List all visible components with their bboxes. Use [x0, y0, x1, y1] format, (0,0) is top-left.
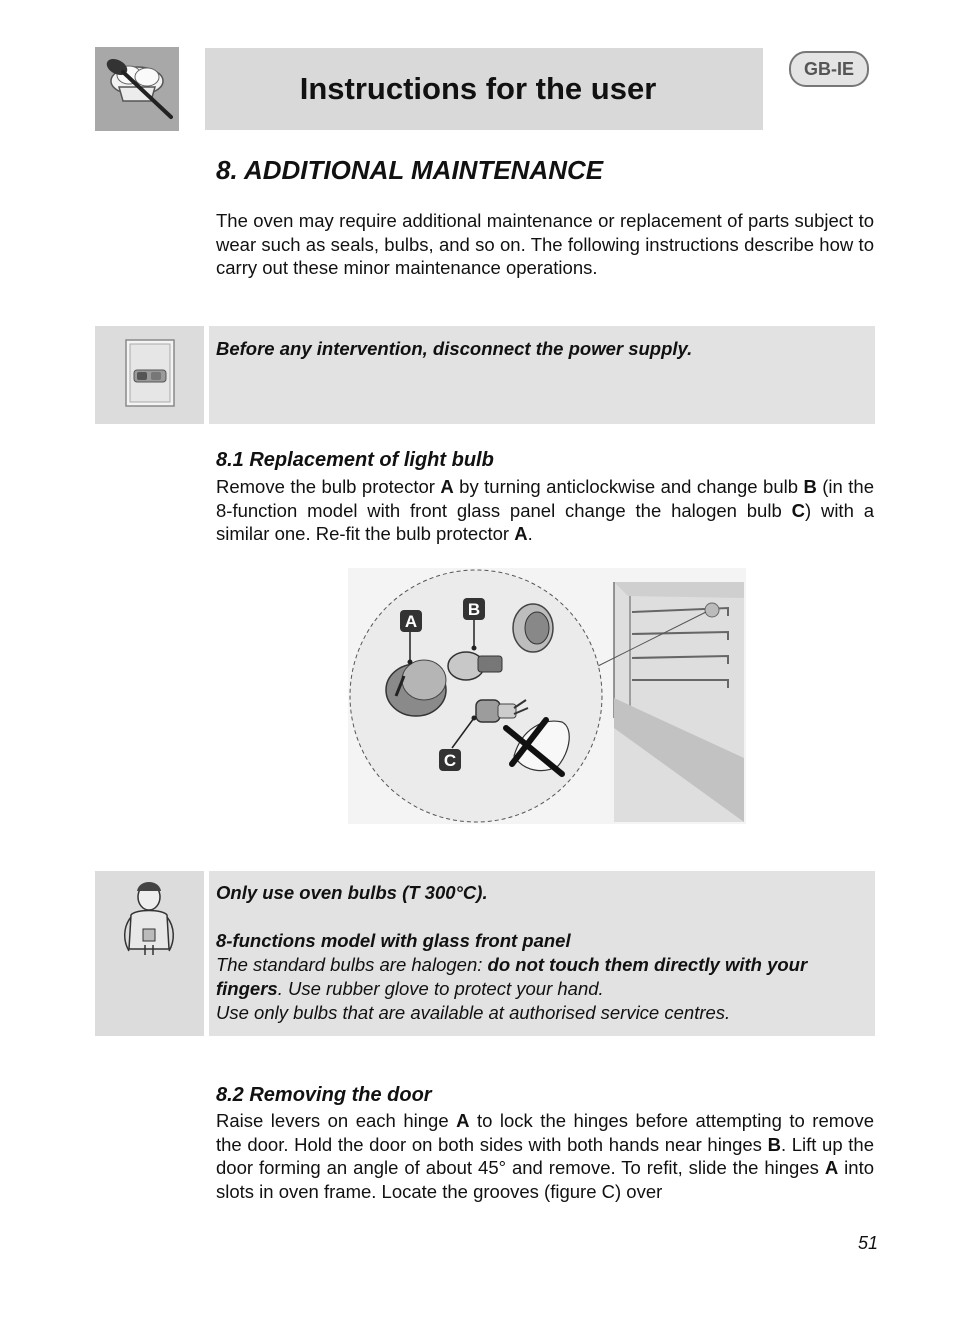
intro-paragraph: The oven may require additional maintenance or replacement of parts subject to wear such as seals, bulbs, and so on. The following instructions describe how to carry out these minor maintenance operations. [216, 210, 874, 278]
text-run: (in the 8-function model with front glass panel change the halogen bulb [216, 476, 874, 521]
figure-label-c: C [443, 751, 457, 770]
power-switch-icon [95, 326, 204, 424]
warning-icon-cell [95, 871, 204, 1036]
text-run: into slots in oven frame. Locate the grooves (figure C) over [216, 1157, 875, 1202]
text-run: Raise levers on each hinge [216, 1110, 457, 1131]
bold-label-a: A [514, 523, 528, 544]
text-run: to lock the hinges before attempting to remove the door. Hold the door on both sides with both hands near hinges [216, 1110, 874, 1155]
text-run: Remove the bulb protector [216, 476, 441, 497]
light-bulb-paragraph [216, 475, 874, 546]
bold-label-b: B [767, 1133, 781, 1155]
light-bulb-figure [348, 568, 746, 824]
warning-icon-cell [95, 326, 204, 424]
warning-authorised-bulbs: Use only bulbs that are available at authorised service centres. [216, 1002, 731, 1023]
technician-icon [95, 871, 204, 1036]
spoon-and-chef-hat-icon [95, 47, 179, 131]
warning-emphasis: do not touch them directly with your fingers [216, 954, 808, 999]
bold-label-a: A [440, 476, 454, 497]
page-title: Instructions for the user [299, 71, 657, 106]
text-run: ) with a similar one. Re-fit the bulb protector [216, 499, 874, 544]
region-badge: GB-IE [789, 51, 869, 87]
bold-label-a: A [456, 1110, 470, 1131]
brand-logo [95, 47, 179, 131]
text-run: by turning anticlockwise and change bulb [453, 476, 804, 497]
figure-label-b: B [467, 600, 481, 619]
section-heading: 8. ADDITIONAL MAINTENANCE [216, 155, 604, 185]
bold-label-c: C [791, 499, 805, 521]
warning-text: Before any intervention, disconnect the power supply. [216, 338, 693, 359]
warning-bulb-temperature: Only use oven bulbs (T 300°C). [216, 882, 488, 903]
page-number: 51 [858, 1233, 879, 1253]
subsection-heading-door: 8.2 Removing the door [216, 1084, 432, 1106]
header-title-bar [205, 48, 763, 130]
bold-label-b: B [803, 476, 817, 497]
warning-model-heading: 8-functions model with glass front panel [216, 930, 571, 951]
warning-halogen-text [216, 953, 869, 1001]
text-run: The standard bulbs are halogen: [216, 954, 488, 975]
text-run: . [527, 523, 533, 544]
warning-text-cell [209, 326, 875, 424]
text-run: . Lift up the door forming an angle of about 45° and remove. To refit, slide the hinges [216, 1133, 874, 1178]
door-paragraph [216, 1109, 874, 1203]
figure-label-a: A [404, 612, 418, 631]
warning-text-cell [209, 871, 875, 1036]
bulb-replacement-illustration [348, 568, 746, 824]
subsection-heading-light-bulb: 8.1 Replacement of light bulb [216, 449, 494, 471]
bold-label-a: A [824, 1157, 839, 1178]
text-run: . Use rubber glove to protect your hand. [277, 978, 604, 999]
warning-text-block [216, 881, 869, 1025]
